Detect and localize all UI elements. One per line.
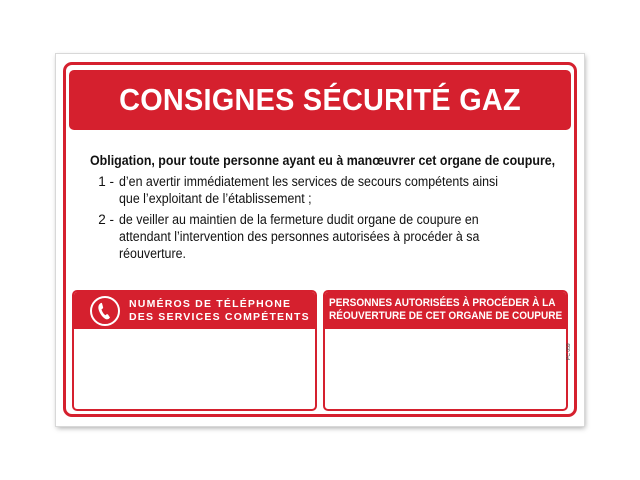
- reference-code: PC 059: [566, 343, 572, 360]
- instructions: [90, 152, 560, 262]
- persons-box-title: [329, 297, 562, 323]
- phone-box-line1: NUMÉROS DE TÉLÉPHONE: [129, 298, 292, 310]
- obligation-text: Obligation, pour toute personne ayant eu à manœuvrer cet organe de coupure,: [90, 153, 556, 168]
- phone-numbers-box: [72, 290, 317, 411]
- title-banner: [69, 70, 571, 130]
- persons-box-line1: PERSONNES AUTORISÉES À PROCÉDER À LA: [329, 297, 556, 309]
- phone-box-title: [129, 298, 310, 324]
- item-line: que l’exploitant de l’établissement ;: [119, 191, 312, 206]
- item-line: attendant l’intervention des personnes autorisées à procéder à sa: [119, 229, 480, 244]
- authorized-persons-box: [323, 290, 568, 411]
- phone-box-line2: DES SERVICES COMPÉTENTS: [129, 311, 310, 323]
- item-line: de veiller au maintien de la fermeture dudit organe de coupure en: [119, 212, 479, 227]
- sign-title: CONSIGNES SÉCURITÉ GAZ: [119, 82, 521, 117]
- instruction-item-1: [90, 173, 560, 207]
- safety-sign: [56, 54, 584, 426]
- phone-icon: [90, 296, 120, 326]
- phone-box-header: [74, 292, 315, 329]
- item-number: 1 -: [98, 174, 114, 189]
- instruction-item-2: [90, 211, 560, 262]
- item-line: d’en avertir immédiatement les services de secours compétents ainsi: [119, 174, 498, 189]
- persons-box-line2: RÉOUVERTURE DE CET ORGANE DE COUPURE: [329, 310, 563, 322]
- item-number: 2 -: [98, 212, 114, 227]
- item-line: réouverture.: [119, 246, 186, 261]
- persons-box-header: [325, 292, 566, 329]
